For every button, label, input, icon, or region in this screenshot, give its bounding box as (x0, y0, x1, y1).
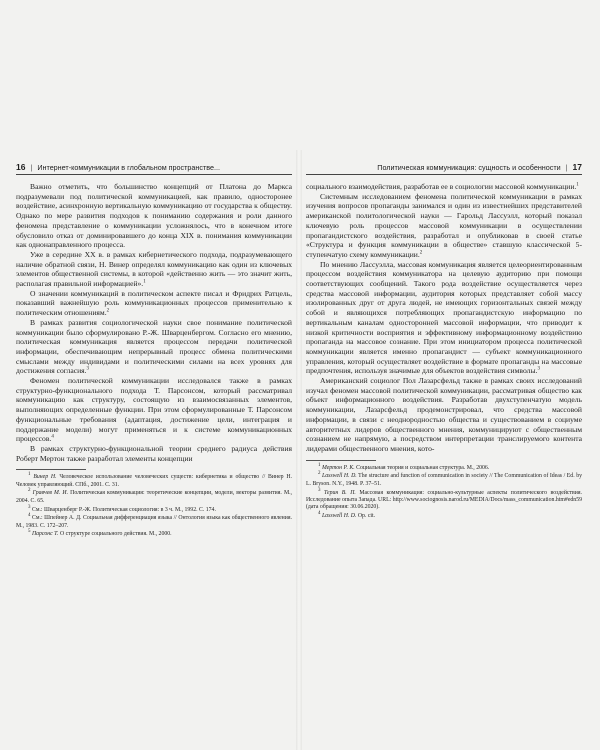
running-head: Интернет-коммуникации в глобальном пространстве... (37, 163, 220, 173)
footnote-author: Винер Н. (33, 474, 57, 481)
body-text (306, 182, 582, 454)
footnote-number: 4 (318, 511, 321, 517)
footnote (306, 462, 582, 472)
body-text (16, 182, 292, 463)
footnote-number: 3 (28, 504, 31, 510)
footnote-text: О структуре социального действия. М., 2000. (59, 531, 172, 538)
left-running-header (16, 162, 292, 175)
footnote-author: Lasswell H. D. (322, 473, 357, 480)
right-page (306, 162, 582, 522)
footnote-text: См.: Шварценберг Р.-Ж. Политическая социология: в 3 ч. М., 1992. С. 174. (31, 506, 216, 513)
footnote-text: См.: Шпейнер А. Д. Социальная дифференциация языка // Онтология языка как общественного явления. М., 1983. С. 172–207. (16, 515, 292, 529)
paragraph (16, 250, 292, 289)
paragraph-text: Американский социолог Пол Лазарсфельд также в рамках своих исследований изучал феномен массовой политической коммуникации, рассматривая общество как объект информационного воздействия. Разработав двухступенчатую модель коммуникации, Лазарсфельд продемонстрировал, что средства массовой информации, в связи с неоднородностью общества и существованием в социуме авторитетных лидеров общественного мнения, коммуницируют с общественным сознанием не напрямую, а посредством интерпретации транслируемого контента лидерами общественного мнения, кото- (306, 376, 582, 453)
footnote-number: 1 (318, 462, 321, 468)
page-number: 16 (16, 162, 26, 173)
paragraph-text: О значении коммуникаций в политическом аспекте писал и Фридрих Ратцель, показавший важнейшую роль коммуникационных процессов применительно к политическим отношениям. (16, 288, 292, 318)
footnote-author: Мертон Р. К. (321, 464, 355, 471)
paragraph (306, 192, 582, 260)
paragraph (306, 260, 582, 376)
footnote-number: 3 (318, 487, 321, 493)
footnote-ref: 2 (106, 308, 110, 314)
footnote (306, 487, 582, 512)
footnote-number: 1 (28, 472, 31, 478)
footnote-text: Человеческое использование человеческих существ: кибернетика и общество // Винер Н. Человек управляющий. СПб., 2001. С. 31. (16, 474, 293, 488)
footnotes (306, 462, 582, 521)
footnote (16, 515, 292, 530)
footnote-text: The structure and function of communication in society // The Communication of Ideas / Ed. by L. Bryson. N.Y., 1948. P. 37–51. (306, 473, 582, 487)
paragraph-text: социального взаимодействия, разработав ее в социологии массовой коммуникации. (306, 182, 577, 191)
footnote-author: Lasswell H. D. (321, 512, 357, 519)
footnote-number: 2 (28, 488, 31, 494)
footnote-number: 4 (28, 513, 31, 519)
paragraph (16, 289, 292, 318)
paragraph-text: Важно отметить, что большинство концепций от Платона до Маркса подразумевали под политической коммуникацией, как правило, односторонее воздействие, асинхронную вертикальную коммуникацию от государства к обществу. Однако по мере развития подходов к пониманию содержания и роли данного феномена представление о коммуникации усложнялось, что в конечном итоге обусловило отказ от доминировавшего до конца XIX в. понимания коммуникации как однонаправленного процесса. (16, 182, 292, 250)
footnote-number: 5 (28, 529, 31, 535)
footnote-ref: 2 (419, 250, 423, 256)
footnote-author: Терин В. П. (323, 489, 356, 496)
footnote-ref: 3 (86, 366, 90, 372)
footnote (16, 474, 292, 489)
footnote-number: 2 (318, 471, 321, 477)
footnote-rule (16, 469, 86, 470)
footnote-author: Парсонс Т. (31, 531, 59, 538)
paragraph (306, 376, 582, 454)
left-page (16, 162, 292, 540)
running-head: Политическая коммуникация: сущность и особенности (377, 163, 561, 173)
paragraph (16, 182, 292, 250)
footnote (306, 473, 582, 488)
paragraph (16, 318, 292, 376)
footnote-author: Гравчев М. И. (32, 490, 69, 497)
paragraph-text: Феномен политической коммуникации исследовался также в рамках структурно-функционального подхода Т. Парсонсом, который рассматривал коммуникацию как структуру, состоящую из взаимосвязанных элементов, выполняющих определенные функции. При этом сформулированные Т. Парсонсом функциональные требования (адаптация, достижение цели, интеграция и поддержание модели) могут применяться и к системе коммуникационных процессов. (16, 376, 292, 444)
footnote-rule (306, 460, 376, 461)
paragraph-text: По мнению Лассуэлла, массовая коммуникация является целеориентированным процессом воздействия коммуникатора на целевую аудиторию при помощи соответствующих сообщений. Такого рода воздействие осуществляется через средства массовой информации, аудитория которых представляет собой массу изолированных друг от друга людей, не имеющих горизонтальных связей между собой и являющихся потребляющих пропагандистскую информацию по вертикальным каналам односторонней массовой информации, что приводит к низкой критичности восприятия и эффективному информационному воздействию пропаганда на массовое сознание. При этом инициатором процесса политической коммуникации является именно пропагандист — субъект коммуникационного управления, который осуществляет воздействие в формате пропаганды на массовые предпочтения, используя значимые для объектов воздействия символы. (306, 259, 582, 376)
paragraph-text: Системным исследованием феномена политической коммуникации в рамках изучения вопросов пропаганды занимался и один из известнейших представителей американской политологической науки — Гарольд Лассуэлл, который показал ключевую роль процессов массовой коммуникации в осуществлении пропагандистского воздействия, разработал и опубликовав в своей статье «Структура и функция коммуникации в обществе» ставшую классической 5-ступенчатую схему коммуникации. (306, 191, 582, 259)
paragraph (16, 444, 292, 463)
paragraph-text: Уже в середине XX в. в рамках кибернетического подхода, подразумевающего наличие обратной связи, Н. Винер определял коммуникацию как один из ключевых элементов общественной системы, в которой «действенно жить — это значит жить, располагая правильной информацией». (16, 249, 292, 289)
footnote-ref: 1 (576, 182, 579, 188)
footnote-text: Социальная теория и социальная структура. М., 2006. (356, 464, 490, 471)
footnotes (16, 474, 292, 538)
page-gutter (296, 150, 302, 750)
paragraph (16, 376, 292, 444)
footnote-text: Массовая коммуникация: социально-культурные аспекты политического воздействия. Исследование опыта Запада. URL: http://www.sociognosis.narod.ru/MEDIA/Docs/mass_communication.htm#edn59 (дата обращения: 30.06.2020). (306, 489, 582, 511)
footnote-text: Политическая коммуникация: теоретические концепции, модели, векторы развития. М., 2004. С. 65. (16, 490, 292, 504)
paragraph (306, 182, 582, 192)
footnote-ref: 1 (143, 279, 146, 285)
paragraph-text: В рамках структурно-функциональной теории среднего радиуса действия Роберт Мертон также разработал элементы концепции (16, 443, 292, 463)
header-separator: | (565, 163, 568, 173)
header-separator: | (30, 163, 33, 173)
paragraph-text: В рамках развития социологической науки свое понимание политической коммуникации было сформулировано Р.-Ж. Шварценбергом. Согласно его мнению, политическая коммуникация является процессом передачи политической информации, обеспечивающим непрерывный процесс обмена политическими смыслами между индивидами и политическими силами на всех уровнях для достижения согласия. (16, 317, 292, 376)
footnote (16, 490, 292, 505)
footnote (306, 513, 582, 520)
footnote-text: Op. cit. (357, 512, 376, 519)
footnote-ref: 3 (537, 366, 540, 372)
footnote (16, 504, 292, 514)
right-running-header (306, 162, 582, 175)
footnote-ref: 4 (51, 434, 54, 440)
page-number: 17 (572, 162, 582, 173)
footnote (16, 531, 292, 538)
